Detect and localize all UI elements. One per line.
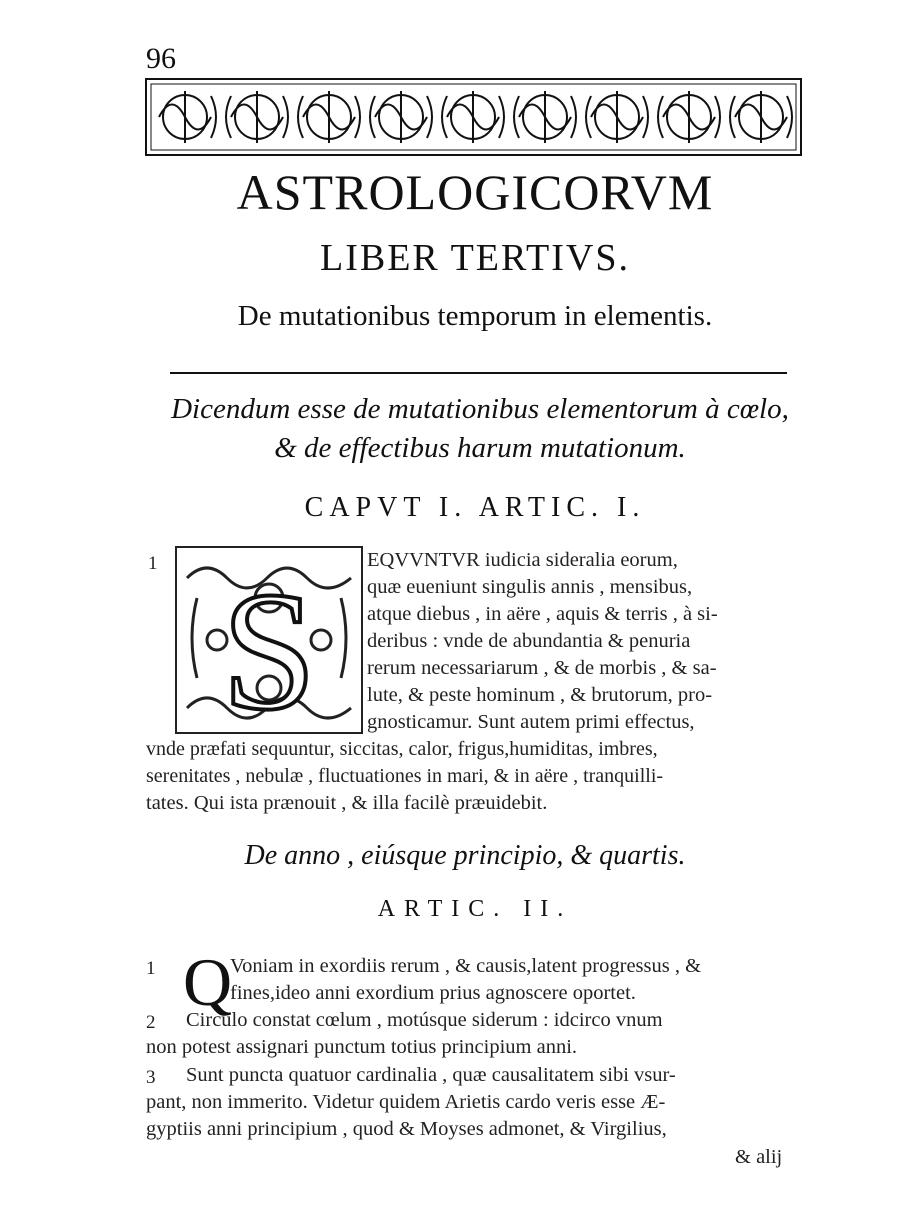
- text-line: atque diebus , in aëre , aquis & terris , à si-: [367, 603, 718, 625]
- book-subtitle: LIBER TERTIVS.: [319, 237, 630, 279]
- text-line: Circulo constat cœlum , motúsque siderum : idcirco vnum: [186, 1009, 663, 1031]
- text-line: tates. Qui ista prænouit , & illa facilè præuidebit.: [146, 792, 548, 814]
- ornament-band: [145, 78, 802, 156]
- book-title: ASTROLOGICORVM: [236, 164, 714, 220]
- text-line: gyptiis anni principium , quod & Moyses admonet, & Virgilius,: [146, 1118, 667, 1140]
- initial-letter-q: Q: [183, 944, 233, 1020]
- text-line: lute, & peste hominum , & brutorum, pro-: [367, 684, 713, 706]
- chapter-heading: CAPVT I. ARTIC. I.: [304, 492, 646, 523]
- section-heading-line: Dicendum esse de mutationibus elementorum à cœlo,: [171, 393, 789, 425]
- text-line: quæ eueniunt singulis annis , mensibus,: [367, 576, 693, 598]
- paragraph-number: 2: [146, 1012, 156, 1033]
- paragraph-number: 1: [146, 958, 156, 979]
- book-description: De mutationibus temporum in elementis.: [237, 300, 713, 332]
- text-line: fines,ideo anni exordium prius agnoscere oportet.: [230, 982, 636, 1004]
- catchword: & alij: [735, 1146, 783, 1168]
- text-line: Sunt puncta quatuor cardinalia , quæ causalitatem sibi vsur-: [186, 1064, 676, 1086]
- text-line: rerum necessariarum , & de morbis , & sa-: [367, 657, 717, 679]
- page-number: 96: [146, 42, 176, 75]
- text-line: serenitates , nebulæ , fluctuationes in mari, & in aëre , tranquilli-: [146, 765, 664, 787]
- article-heading: ARTIC. II.: [377, 896, 573, 922]
- text-line: gnosticamur. Sunt autem primi effectus,: [367, 711, 695, 733]
- text-line: EQVVNTVR iudicia sideralia eorum,: [367, 549, 678, 571]
- text-line: deribus : vnde de abundantia & penuria: [367, 630, 691, 652]
- text-line: Voniam in exordiis rerum , & causis,latent progressus , &: [230, 955, 702, 977]
- section-heading-line: & de effectibus harum mutationum.: [274, 432, 686, 464]
- text-line: vnde præfati sequuntur, siccitas, calor, frigus,humiditas, imbres,: [146, 738, 658, 760]
- horizontal-rule: [170, 372, 787, 374]
- section-heading: De anno , eiúsque principio, & quartis.: [244, 840, 686, 871]
- text-line: pant, non immerito. Videtur quidem Arietis cardo veris esse Æ-: [146, 1091, 666, 1113]
- paragraph-number: 1: [148, 553, 158, 574]
- initial-letter: S: [221, 557, 317, 734]
- decorated-initial-s-icon: [175, 546, 363, 734]
- paragraph-number: 3: [146, 1067, 156, 1088]
- text-line: non potest assignari punctum totius principium anni.: [146, 1036, 578, 1058]
